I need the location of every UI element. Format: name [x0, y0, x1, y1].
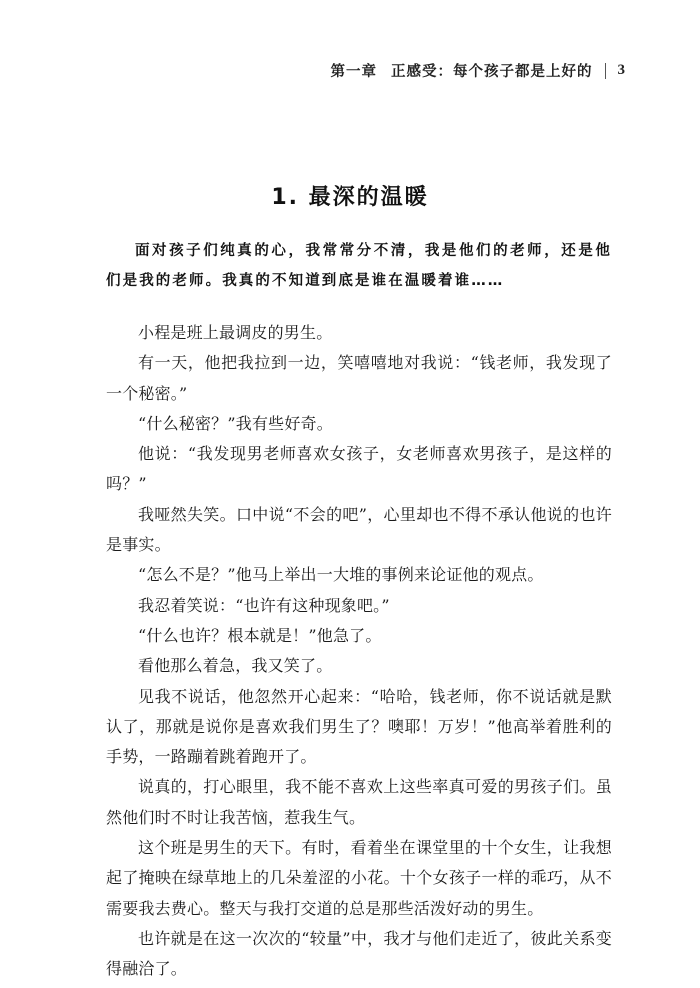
paragraph: “什么秘密？”我有些好奇。: [138, 413, 333, 433]
chapter-title: 正感受：每个孩子都是上好的: [391, 64, 593, 80]
paragraph: 也许就是在这一次次的“较量”中，我才与他们走近了，彼此关系变得融洽了。: [106, 928, 612, 979]
paragraph: “什么也许？根本就是！”他急了。: [138, 625, 382, 645]
paragraph: 有一天，他把我拉到一边，笑嘻嘻地对我说：“钱老师，我发现了一个秘密。”: [106, 353, 612, 403]
running-header: [331, 60, 627, 81]
page-number: 3: [617, 62, 626, 78]
paragraph: “怎么不是？”他马上举出一大堆的事例来论证他的观点。: [138, 565, 544, 585]
paragraph: 这个班是男生的天下。有时，看着坐在课堂里的十个女生，让我想起了掩映在绿草地上的几朵羞涩的小花。十个女孩子一样的乖巧，从不需要我去费心。整天与我打交道的总是那些活泼好动的男生。: [106, 838, 612, 918]
paragraph: 小程是班上最调皮的男生。: [138, 323, 333, 342]
paragraph: 看他那么着急，我又笑了。: [138, 656, 333, 676]
header-divider: [605, 63, 606, 79]
paragraph: 我哑然失笑。口中说“不会的吧”，心里却也不得不承认他说的也许是事实。: [106, 504, 612, 555]
paragraph: 见我不说话，他忽然开心起来：“哈哈，钱老师，你不说话就是默认了，那就是说你是喜欢我们男生了？噢耶！万岁！”他高举着胜利的手势，一路蹦着跳着跑开了。: [106, 686, 612, 767]
paragraph: 说真的，打心眼里，我不能不喜欢上这些率真可爱的男孩子们。虽然他们时不时让我苦恼，惹我生气。: [106, 777, 612, 827]
paragraph: 我忍着笑说：“也许有这种现象吧。”: [138, 595, 390, 615]
epigraph: 面对孩子们纯真的心，我常常分不清，我是他们的老师，还是他们是我的老师。我真的不知道到底是谁在温暖着谁……: [106, 243, 612, 289]
body-text: [106, 318, 612, 985]
chapter-label: 第一章: [330, 64, 377, 80]
section-title: 1. 最深的温暖: [271, 185, 429, 210]
paragraph: 他说：“我发现男老师喜欢女孩子，女老师喜欢男孩子，是这样的吗？”: [106, 444, 612, 494]
